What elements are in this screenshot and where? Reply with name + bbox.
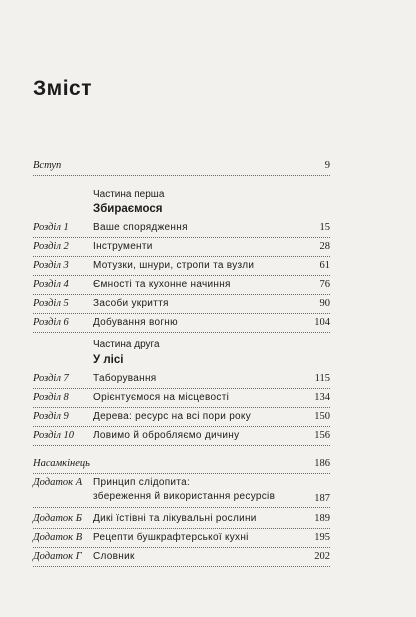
- entry-title: Дерева: ресурс на всі пори року: [93, 411, 252, 422]
- entry-label: Насамкінець: [33, 458, 90, 469]
- dotted-leader: [33, 175, 330, 176]
- toc-entry-intro[interactable]: [33, 157, 330, 176]
- entry-page: 134: [314, 392, 330, 403]
- toc-entry[interactable]: [33, 219, 330, 238]
- entry-page: 195: [314, 532, 330, 543]
- toc-entry[interactable]: [33, 389, 330, 408]
- toc-entry-appendix-a[interactable]: [33, 474, 330, 508]
- entry-label: Розділ 9: [33, 411, 69, 422]
- entry-label: Розділ 6: [33, 317, 69, 328]
- entry-label: Додаток А: [33, 477, 83, 488]
- entry-page: 61: [319, 260, 330, 271]
- entry-title: Ваше спорядження: [93, 222, 188, 233]
- entry-page: 9: [324, 160, 330, 171]
- entry-page: 186: [314, 458, 330, 469]
- toc-entry[interactable]: [33, 314, 330, 333]
- toc-entry[interactable]: [33, 295, 330, 314]
- entry-title: Ємності та кухонне начиння: [93, 279, 231, 290]
- toc-entry[interactable]: [33, 427, 330, 446]
- entry-page: 28: [319, 241, 330, 252]
- entry-title-continued: збереження й використання ресурсів: [93, 491, 276, 502]
- entry-title: Рецепти бушкрафтерської кухні: [93, 532, 249, 543]
- entry-label: Розділ 7: [33, 373, 69, 384]
- entry-label: Додаток Г: [33, 551, 82, 562]
- part-2-title: У лісі: [93, 354, 124, 366]
- page-title: Зміст: [33, 77, 92, 100]
- dotted-leader: [33, 507, 330, 508]
- entry-page: 76: [319, 279, 330, 290]
- toc-entry[interactable]: [33, 276, 330, 295]
- dotted-leader: [33, 445, 330, 446]
- entry-label: Розділ 1: [33, 222, 69, 233]
- entry-title: Ловимо й обробляємо дичину: [93, 430, 240, 441]
- entry-page: 15: [319, 222, 330, 233]
- entry-label: Розділ 5: [33, 298, 69, 309]
- entry-page: 150: [314, 411, 330, 422]
- part-1-number: Частина перша: [93, 189, 165, 200]
- entry-page: 156: [314, 430, 330, 441]
- entry-title: Орієнтуємося на місцевості: [93, 392, 230, 403]
- part-1-title: Збираємося: [93, 203, 163, 215]
- entry-label: Розділ 8: [33, 392, 69, 403]
- toc-entry[interactable]: [33, 408, 330, 427]
- entry-label: Розділ 3: [33, 260, 69, 271]
- entry-title: Принцип слідопита:: [93, 477, 191, 488]
- entry-page: 189: [314, 513, 330, 524]
- toc-entry-afterword[interactable]: [33, 455, 330, 474]
- entry-page: 115: [314, 373, 330, 384]
- entry-title: Інструменти: [93, 241, 153, 252]
- toc-entry[interactable]: [33, 257, 330, 276]
- entry-page: 187: [314, 493, 330, 504]
- entry-label: Розділ 4: [33, 279, 69, 290]
- entry-label: Додаток Б: [33, 513, 82, 524]
- entry-page: 90: [319, 298, 330, 309]
- toc-entry[interactable]: [33, 548, 330, 567]
- entry-label: Розділ 2: [33, 241, 69, 252]
- toc-entry[interactable]: [33, 370, 330, 389]
- entry-title: Таборування: [93, 373, 157, 384]
- dotted-leader: [33, 332, 330, 333]
- entry-title: Дикі їстівні та лікувальні рослини: [93, 513, 257, 524]
- toc-entry[interactable]: [33, 238, 330, 257]
- toc-entry[interactable]: [33, 529, 330, 548]
- toc-entry[interactable]: [33, 510, 330, 529]
- entry-page: 202: [314, 551, 330, 562]
- entry-title: Засоби укриття: [93, 298, 169, 309]
- entry-label: Вступ: [33, 160, 62, 171]
- entry-label: Розділ 10: [33, 430, 75, 441]
- entry-title: Добування вогню: [93, 317, 178, 328]
- entry-page: 104: [314, 317, 330, 328]
- entry-title: Словник: [93, 551, 135, 562]
- part-2-number: Частина друга: [93, 339, 160, 350]
- dotted-leader: [33, 566, 330, 567]
- entry-label: Додаток В: [33, 532, 83, 543]
- entry-title: Мотузки, шнури, стропи та вузли: [93, 260, 255, 271]
